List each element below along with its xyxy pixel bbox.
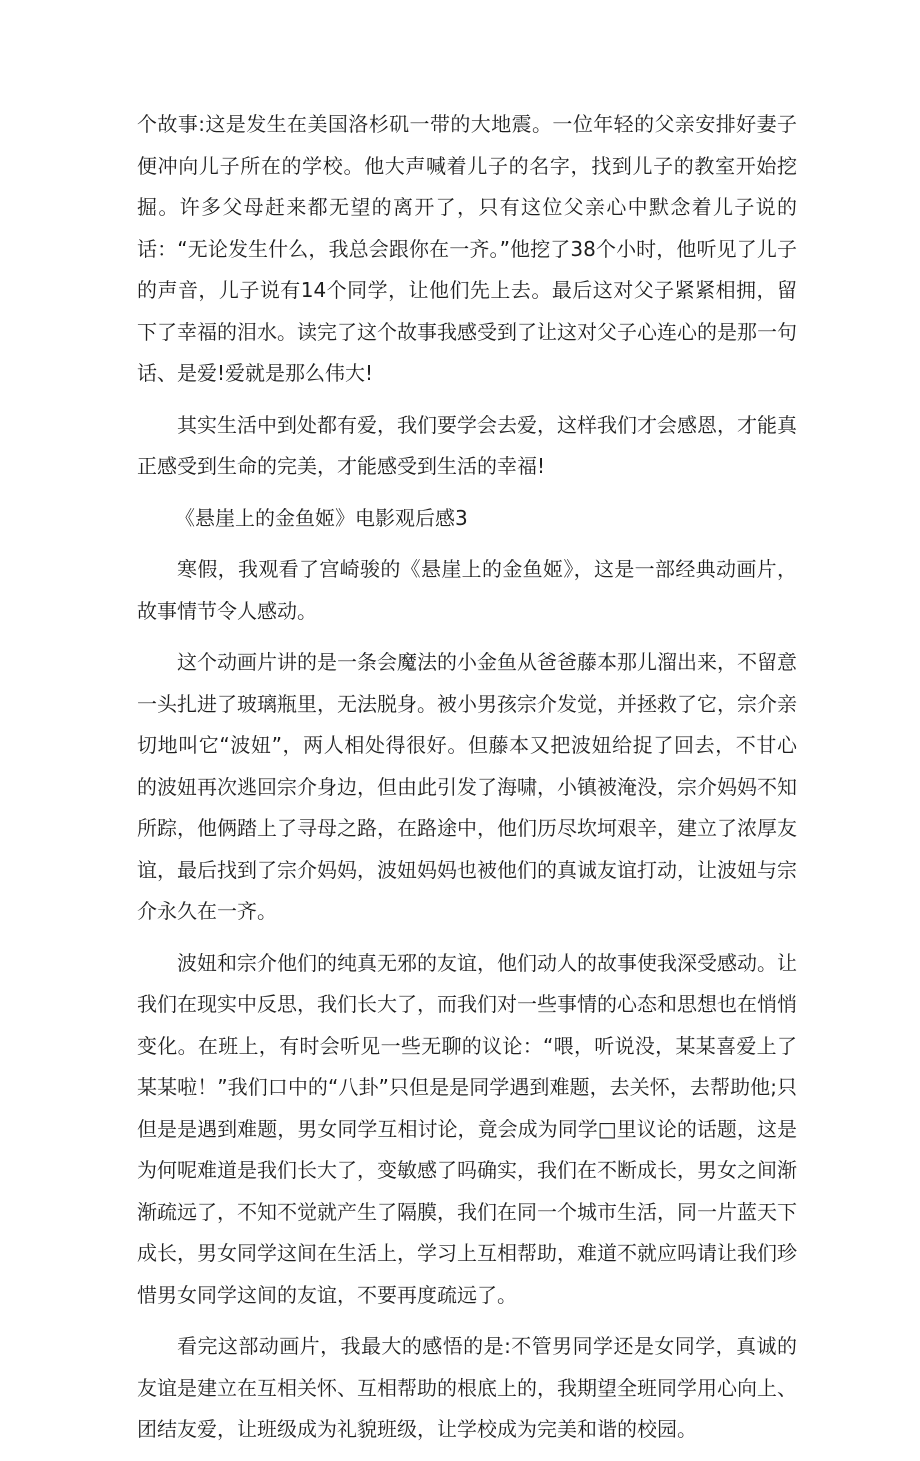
paragraph-conclusion: 看完这部动画片，我最大的感悟的是:不管男同学还是女同学，真诚的友谊是建立在互相关怀、互相帮助的根底上的，我期望全班同学用心向上、团结友爱，让班级成为礼貌班级，让学校成为完美和谐的校园。 bbox=[137, 1334, 797, 1441]
section-heading: 《悬崖上的金鱼姬》电影观后感3 bbox=[175, 505, 468, 530]
paragraph-winter-break: 寒假，我观看了宫崎骏的《悬崖上的金鱼姬》，这是一部经典动画片，故事情节令人感动。 bbox=[137, 557, 797, 623]
document-body bbox=[137, 104, 797, 1461]
paragraph-love-everywhere: 其实生活中到处都有爱，我们要学会去爱，这样我们才会感恩，才能真正感受到生命的完美，才能感受到生活的幸福! bbox=[137, 412, 797, 478]
paragraph-plot-summary: 这个动画片讲的是一条会魔法的小金鱼从爸爸藤本那儿溜出来，不留意一头扎进了玻璃瓶里，无法脱身。被小男孩宗介发觉，并拯救了它，宗介亲切地叫它“波妞”，两人相处得很好。但藤本又把波妞给捉了回去，不甘心的波妞再次逃回宗介身边，但由此引发了海啸，小镇被淹没，宗介妈妈不知所踪，他俩踏上了寻母之路，在路途中，他们历尽坎坷艰辛，建立了浓厚友谊，最后找到了宗介妈妈，波妞妈妈也被他们的真诚友谊打动，让波妞与宗介永久在一齐。 bbox=[137, 650, 797, 923]
paragraph-friendship-reflection: 波妞和宗介他们的纯真无邪的友谊，他们动人的故事使我深受感动。让我们在现实中反思，我们长大了，而我们对一些事情的心态和思想也在悄悄变化。在班上，有时会听见一些无聊的议论：“喂，听说没，某某喜爱上了某某啦！”我们口中的“八卦”只但是是同学遇到难题，去关怀，去帮助他;只但是是遇到难题，男女同学互相讨论，竟会成为同学□里议论的话题，这是为何呢难道是我们长大了，变敏感了吗确实，我们在不断成长，男女之间渐渐疏远了，不知不觉就产生了隔膜，我们在同一个城市生活，同一片蓝天下成长，男女同学这间在生活上，学习上互相帮助，难道不就应吗请让我们珍惜男女同学这间的友谊，不要再度疏远了。 bbox=[137, 950, 797, 1307]
paragraph-earthquake-story: 个故事:这是发生在美国洛杉矶一带的大地震。一位年轻的父亲安排好妻子便冲向儿子所在的学校。他大声喊着儿子的名字，找到儿子的教室开始挖掘。许多父母赶来都无望的离开了，只有这位父亲心中默念着儿子说的话：“无论发生什么，我总会跟你在一齐。”他挖了38个小时，他听见了儿子的声音，儿子说有14个同学，让他们先上去。最后这对父子紧紧相拥，留下了幸福的泪水。读完了这个故事我感受到了让这对父子心连心的是那一句话、是爱!爱就是那么伟大! bbox=[137, 112, 797, 385]
